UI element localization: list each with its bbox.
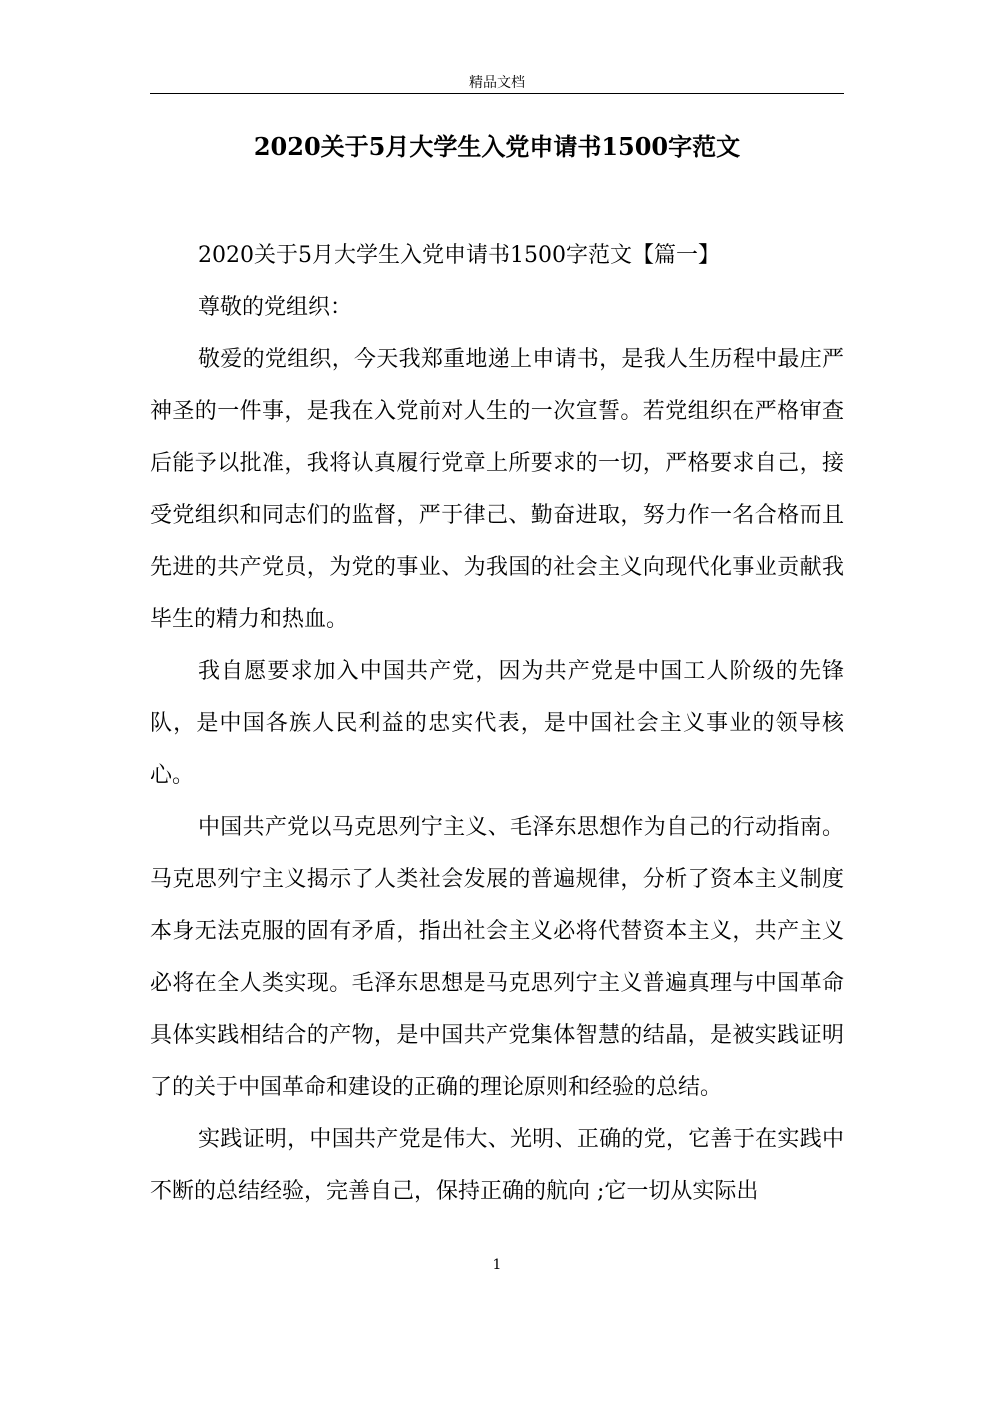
document-title: 2020关于5月大学生入党申请书1500字范文 (253, 132, 741, 161)
body-paragraph: 敬爱的党组织，今天我郑重地递上申请书，是我人生历程中最庄严神圣的一件事，是我在入党前对人生的一次宣誓。若党组织在严格审查后能予以批准，我将认真履行党章上所要求的一切，严格要求自己，接受党组织和同志们的监督，严于律己、勤奋进取，努力作一名合格而且先进的共产党员，为党的事业、为我国的社会主义向现代化事业贡献我毕生的精力和热血。 (150, 347, 844, 632)
document-body (150, 230, 844, 1218)
header-divider (150, 93, 844, 94)
salutation: 尊敬的党组织： (198, 295, 353, 320)
page-number: 1 (492, 1257, 502, 1273)
body-paragraph: 中国共产党以马克思列宁主义、毛泽东思想作为自己的行动指南。马克思列宁主义揭示了人类社会发展的普遍规律，分析了资本主义制度本身无法克服的固有矛盾，指出社会主义必将代替资本主义，共产主义必将在全人类实现。毛泽东思想是马克思列宁主义普遍真理与中国革命具体实践相结合的产物，是中国共产党集体智慧的结晶，是被实践证明了的关于中国革命和建设的正确的理论原则和经验的总结。 (150, 815, 844, 1100)
body-paragraph: 我自愿要求加入中国共产党，因为共产党是中国工人阶级的先锋队，是中国各族人民利益的忠实代表，是中国社会主义事业的领导核心。 (150, 659, 844, 788)
body-paragraph: 实践证明，中国共产党是伟大、光明、正确的党，它善于在实践中不断的总结经验，完善自己，保持正确的航向 ;它一切从实际出 (150, 1127, 844, 1204)
page-header: 精品文档 (469, 75, 525, 91)
section-heading: 2020关于5月大学生入党申请书1500字范文【篇一】 (198, 243, 720, 268)
